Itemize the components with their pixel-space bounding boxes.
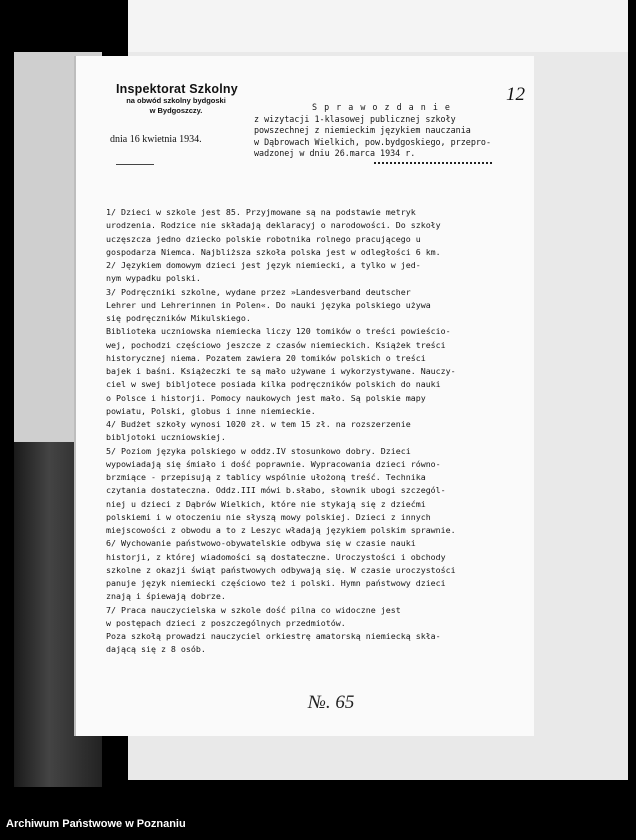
heading-line: wadzonej w dniu 26.marca 1934 r.: [254, 148, 416, 158]
body-line: 1/ Dzieci w szkole jest 85. Przyjmowane są na podstawie metryk: [106, 207, 416, 217]
report-heading: [254, 102, 534, 164]
handwritten-number: №. 65: [308, 692, 355, 713]
body-line: Poza szkołą prowadzi nauczyciel orkiestrę amatorską niemiecką skła-: [106, 631, 441, 641]
heading-line: z wizytacji 1-klasowej publicznej szkoły: [254, 113, 456, 124]
page-number: 12: [506, 84, 525, 105]
body-line: panuje język niemiecki częściowo też i polski. Hymn państwowy dzieci: [106, 578, 446, 588]
body-line: 6/ Wychowanie państwowo-obywatelskie odbywa się w czasie nauki: [106, 538, 416, 549]
letterhead-stamp: [116, 82, 236, 116]
body-line: czytania dostateczna. Oddz.III mówi b.słabo, słownik ubogi szczegól-: [106, 485, 446, 496]
body-line: 7/ Praca nauczycielska w szkole dość pilna co widoczne jest: [106, 604, 401, 615]
body-line: 2/ Językiem domowym dzieci jest język niemiecki, a tylko w jed-: [106, 260, 421, 270]
heading-underline: [374, 162, 492, 164]
back-sheet-top-band: [128, 0, 628, 52]
body-line: bajek i baśni. Książeczki te są mało używane i wykorzystywane. Nauczy-: [106, 366, 456, 376]
letterhead-title: Inspektorat Szkolny: [116, 82, 238, 96]
body-line: dającą się z 8 osób.: [106, 644, 206, 655]
body-line: Lehrer und Lehrerinnen in Polen«. Do nauki języka polskiego używa: [106, 299, 431, 310]
document-date: dnia 16 kwietnia 1934.: [110, 134, 202, 145]
body-line: historji, z której wiadomości są dostateczne. Uroczystości i obchody: [106, 551, 446, 562]
archive-footer: Archiwum Państwowe w Poznaniu: [6, 818, 186, 830]
body-line: miejscowości z obwodu a to z Leszyc władają językiem polskim sprawnie.: [106, 525, 456, 535]
body-line: szkolne z okazji świąt państwowych odbywają się. W czasie uroczystości: [106, 564, 456, 575]
document-page: [76, 56, 534, 736]
body-line: powiatu, Polski, globus i inne niemieckie.: [106, 405, 316, 416]
body-line: znają i śpiewają dobrze.: [106, 591, 226, 602]
heading-line: w Dąbrowach Wielkich, pow.bydgoskiego, przepro-: [254, 136, 491, 147]
body-line: ciel w swej bibljotece posiada kilka podręczników polskich do nauki: [106, 379, 441, 390]
body-line: się podręczników Mikulskiego.: [106, 313, 251, 323]
body-line: 4/ Budżet szkoły wynosi 1020 zł. w tem 15 zł. na rozszerzenie: [106, 419, 411, 429]
letterhead-line-1: na obwód szkolny bydgoski: [126, 96, 226, 105]
body-line: brzmiące - przepisują z tablicy wspólnie ułożoną treść. Technika: [106, 472, 426, 482]
body-line: bibljotoki uczniowskiej.: [106, 432, 226, 443]
body-line: polskiemi i w otoczeniu nie słyszą mowy polskiej. Dzieci z innych: [106, 511, 431, 522]
body-line: urodzenia. Rodzice nie składają deklaracyj o narodowości. Do szkoły: [106, 220, 441, 231]
body-line: 5/ Poziom języka polskiego w oddz.IV stosunkowo dobry. Dzieci: [106, 445, 411, 456]
heading-line: powszechnej z niemieckim językiem nauczania: [254, 125, 471, 135]
body-line: wej, pochodzi częściowo jeszcze z czasów niemieckich. Książek treści: [106, 339, 446, 350]
report-title: S p r a w o z d a n i e: [312, 102, 451, 112]
body-line: w postępach dzieci z poszczególnych przedmiotów.: [106, 617, 346, 628]
body-line: uczęszcza jedno dziecko polskie robotnika rolnego pracującego u: [106, 233, 421, 244]
body-line: historycznej niema. Pozatem zawiera 20 tomików polskich o treści: [106, 352, 426, 363]
body-line: o Polsce i historji. Pomocy naukowych jest mało. Są polskie mapy: [106, 392, 426, 403]
body-line: Biblioteka uczniowska niemiecka liczy 120 tomików o treści powieścio-: [106, 326, 451, 337]
reference-line: [116, 164, 154, 165]
report-body: [106, 206, 532, 657]
body-line: nym wypadku polski.: [106, 273, 201, 284]
body-line: 3/ Podręczniki szkolne, wydane przez »Landesverband deutscher: [106, 286, 411, 297]
body-line: gospodarza Niemca. Najbliższa szkoła polska jest w odległości 6 km.: [106, 246, 441, 257]
letterhead-line-2: w Bydgoszczy.: [149, 106, 203, 115]
body-line: niej u dzieci z Dąbrów Wielkich, które nie stykają się z dziećmi: [106, 498, 426, 509]
body-line: wypowiadają się śmiało i dość poprawnie. Wypracowania dzieci równo-: [106, 458, 441, 469]
